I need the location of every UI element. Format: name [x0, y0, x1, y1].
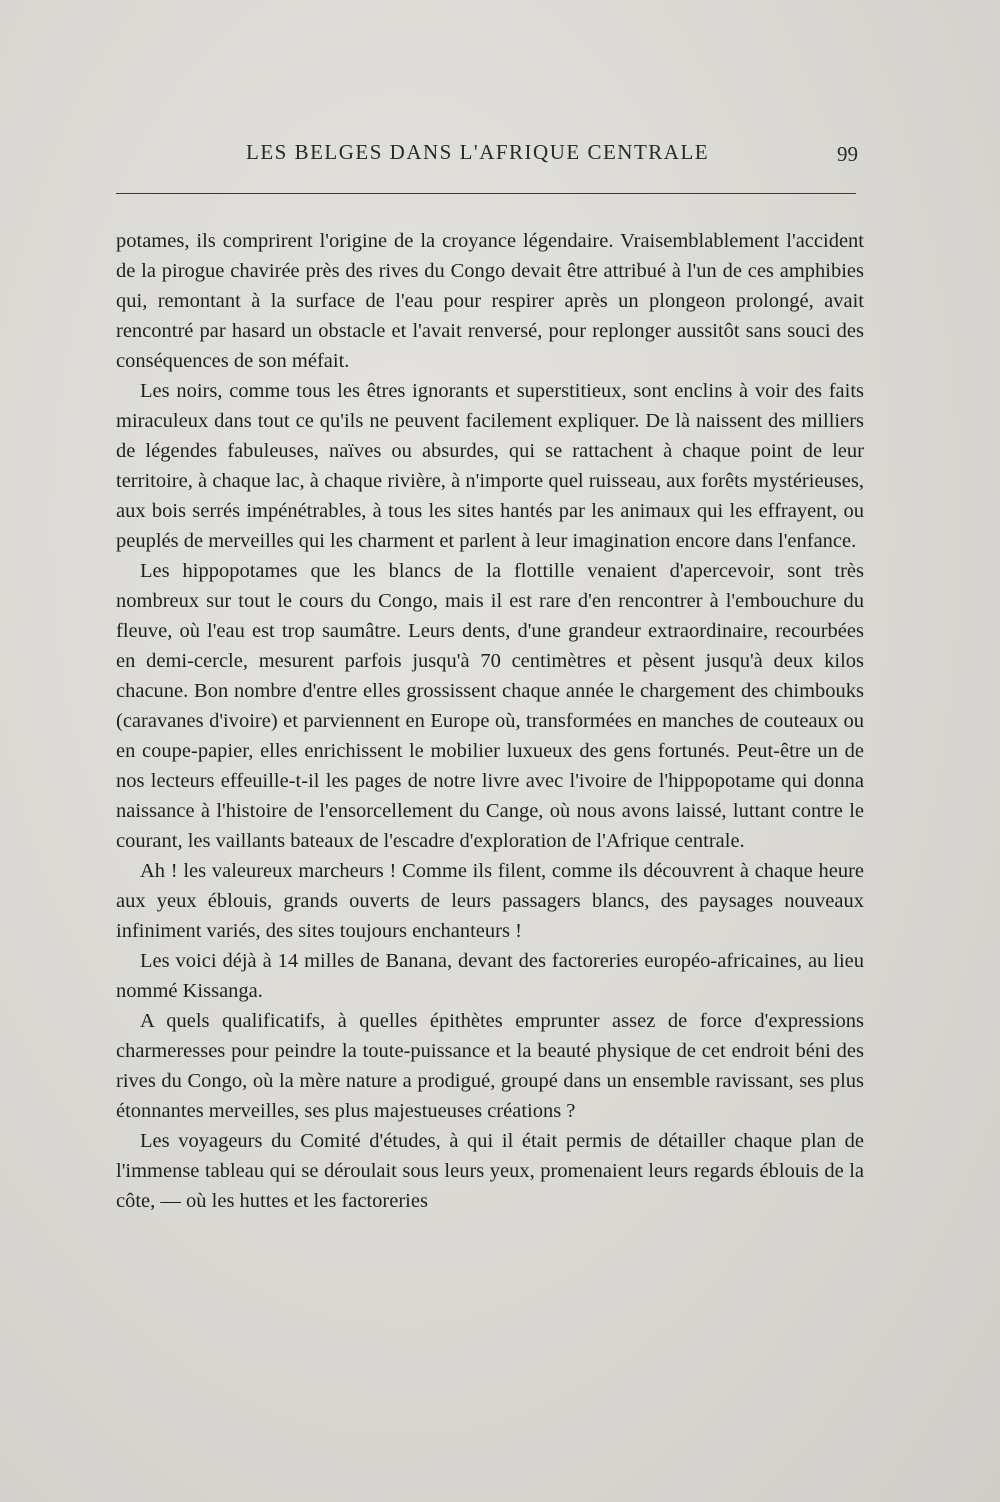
page-number: 99	[837, 142, 858, 166]
paragraph: Les voici déjà à 14 milles de Banana, devant des factoreries européo-africaines, au lieu nommé Kissanga.	[116, 950, 864, 1002]
paragraph: A quels qualificatifs, à quelles épithètes emprunter assez de force d'expressions charmeresses pour peindre la toute-puissance et la beauté physique de cet endroit béni des rives du Congo, où la mère nature a prodigué, groupé dans un ensemble ravissant, ses plus étonnantes merveilles, ses plus majestueuses créations ?	[116, 1010, 864, 1122]
paragraph: Les noirs, comme tous les êtres ignorants et superstitieux, sont enclins à voir des faits miraculeux dans tout ce qu'ils ne peuvent facilement expliquer. De là naissent des milliers de légendes fabuleuses, naïves ou absurdes, qui se rattachent à chaque point de leur territoire, à chaque lac, à chaque rivière, à n'importe quel ruisseau, aux forêts mystérieuses, aux bois serrés impénétrables, à tous les sites hantés par les animaux qui les effrayent, ou peuplés de merveilles qui les charment et parlent à leur imagination encore dans l'enfance.	[116, 380, 864, 552]
header-rule	[116, 193, 856, 194]
paragraph: potames, ils comprirent l'origine de la croyance légendaire. Vraisemblablement l'accident de la pirogue chavirée près des rives du Congo devait être attribué à l'un de ces amphibies qui, remontant à la surface de l'eau pour respirer après un plongeon prolongé, avait rencontré par hasard un obstacle et l'avait renversé, pour replonger aussitôt sans souci des conséquences de son méfait.	[116, 230, 864, 372]
paragraph: Les voyageurs du Comité d'études, à qui il était permis de détailler chaque plan de l'immense tableau qui se déroulait sous leurs yeux, promenaient leurs regards éblouis de la côte, — où les huttes et les factoreries	[116, 1130, 864, 1212]
body-text	[116, 226, 864, 1216]
paragraph: Les hippopotames que les blancs de la flottille venaient d'apercevoir, sont très nombreux sur tout le cours du Congo, mais il est rare d'en rencontrer à l'embouchure du fleuve, où l'eau est trop saumâtre. Leurs dents, d'une grandeur extraordinaire, recourbées en demi-cercle, mesurent parfois jusqu'à 70 centimètres et pèsent jusqu'à deux kilos chacune. Bon nombre d'entre elles grossissent chaque année le chargement des chimbouks (caravanes d'ivoire) et parviennent en Europe où, transformées en manches de couteaux ou en coupe-papier, elles enrichissent le mobilier luxueux des gens fortunés. Peut-être un de nos lecteurs effeuille-t-il les pages de notre livre avec l'ivoire de l'hippopotame qui donna naissance à l'histoire de l'ensorcellement du Cange, où nous avons laissé, luttant contre le courant, les vaillants bateaux de l'escadre d'exploration de l'Afrique centrale.	[116, 560, 864, 852]
running-head	[116, 140, 866, 170]
running-title: LES BELGES DANS L'AFRIQUE CENTRALE	[246, 140, 710, 164]
paragraph: Ah ! les valeureux marcheurs ! Comme ils filent, comme ils découvrent à chaque heure aux yeux éblouis, grands ouverts de leurs passagers blancs, des paysages nouveaux infiniment variés, des sites toujours enchanteurs !	[116, 860, 864, 942]
